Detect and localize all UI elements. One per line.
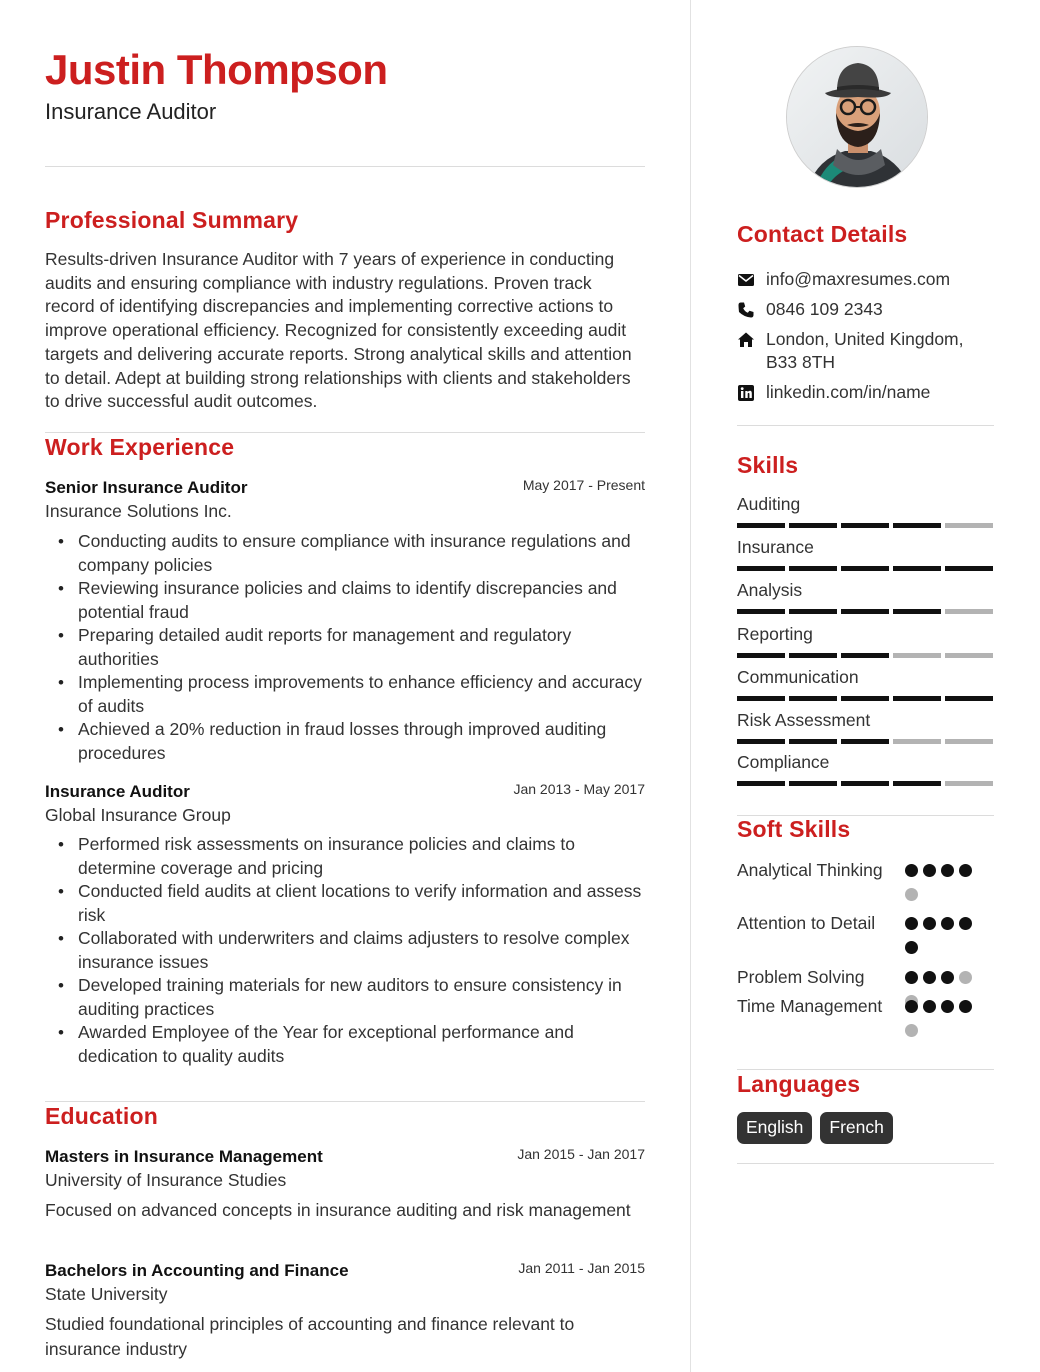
- degree-title: Masters in Insurance Management: [45, 1147, 323, 1166]
- skill-label: Auditing: [737, 494, 801, 514]
- skill-level-segment: [841, 609, 889, 614]
- soft-skill-rating: [905, 1000, 985, 1048]
- job-bullets: [78, 833, 648, 1068]
- school-name: State University: [45, 1284, 168, 1304]
- experience-divider: [45, 1101, 645, 1102]
- skill-level-bar: [737, 781, 993, 786]
- skill-level-segment: [841, 739, 889, 744]
- column-divider: [690, 0, 691, 1372]
- list-item: • Performed risk assessments on insurance policies and claims to determine coverage and pricing: [78, 833, 648, 880]
- skill-level-segment: [737, 739, 785, 744]
- skill-level-segment: [945, 523, 993, 528]
- skill-level-segment: [893, 566, 941, 571]
- phone-text[interactable]: 0846 109 2343: [766, 299, 883, 319]
- degree-description: Focused on advanced concepts in insurance auditing and risk management: [45, 1200, 631, 1220]
- education-heading: Education: [45, 1103, 158, 1129]
- soft-skill-rating: [905, 864, 985, 912]
- list-item: • Awarded Employee of the Year for exceptional performance and dedication to quality audits: [78, 1021, 648, 1068]
- degree-title: Bachelors in Accounting and Finance: [45, 1261, 349, 1280]
- skill-level-segment: [945, 739, 993, 744]
- skill-level-segment: [789, 781, 837, 786]
- summary-divider: [45, 432, 645, 433]
- candidate-name: Justin Thompson: [45, 46, 388, 93]
- skill-level-segment: [893, 781, 941, 786]
- skill-level-segment: [737, 609, 785, 614]
- skills-heading: Skills: [737, 452, 799, 478]
- skill-label: Reporting: [737, 624, 813, 644]
- skill-level-segment: [737, 781, 785, 786]
- skill-level-segment: [945, 566, 993, 571]
- skill-level-bar: [737, 523, 993, 528]
- languages-divider: [737, 1163, 994, 1164]
- address-text: London, United Kingdom, B33 8TH: [766, 329, 964, 372]
- rating-dot: [959, 917, 972, 930]
- home-icon: [737, 331, 755, 349]
- list-item: • Achieved a 20% reduction in fraud losses through improved auditing procedures: [78, 718, 648, 765]
- list-item: • Developed training materials for new auditors to ensure consistency in auditing practices: [78, 974, 648, 1021]
- experience-heading: Work Experience: [45, 434, 235, 460]
- skill-label: Risk Assessment: [737, 710, 871, 730]
- rating-dot: [941, 1000, 954, 1013]
- school-name: University of Insurance Studies: [45, 1170, 287, 1190]
- job-title: Senior Insurance Auditor: [45, 478, 248, 497]
- job-company: Insurance Solutions Inc.: [45, 501, 232, 521]
- list-item: • Preparing detailed audit reports for management and regulatory authorities: [78, 624, 648, 671]
- rating-dot: [959, 864, 972, 877]
- rating-dot: [905, 1024, 918, 1037]
- skill-level-segment: [841, 523, 889, 528]
- list-item: • Implementing process improvements to enhance efficiency and accuracy of audits: [78, 671, 648, 718]
- skill-level-segment: [789, 566, 837, 571]
- summary-text: Results-driven Insurance Auditor with 7 years of experience in conducting audits and ensuring compliance with industry regulations. Proven track record of identifying discrepancies and implementing corrective actions to improve operational efficiency. Recognized for consistently exceeding audit targets and delivering accurate reports. Strong analytical skills and attention to detail. Adept at building strong relationships with clients and stakeholders to drive successful audit outcomes.: [45, 249, 632, 412]
- list-item: • Conducted field audits at client locations to verify information and assess risk: [78, 880, 648, 927]
- skill-level-segment: [789, 653, 837, 658]
- skill-level-segment: [841, 566, 889, 571]
- skill-level-segment: [789, 609, 837, 614]
- soft-skill-label: Problem Solving: [737, 967, 865, 987]
- linkedin-icon: [737, 384, 755, 402]
- skill-level-bar: [737, 566, 993, 571]
- degree-description: Studied foundational principles of accounting and finance relevant to insurance industry: [45, 1314, 575, 1359]
- skill-level-segment: [789, 523, 837, 528]
- degree-date: Jan 2015 - Jan 2017: [517, 1146, 645, 1162]
- skill-level-segment: [893, 653, 941, 658]
- rating-dot: [905, 941, 918, 954]
- list-item: • Conducting audits to ensure compliance with insurance regulations and company policies: [78, 530, 648, 577]
- skill-level-segment: [737, 653, 785, 658]
- skill-level-segment: [893, 696, 941, 701]
- candidate-title: Insurance Auditor: [45, 99, 217, 124]
- skill-level-bar: [737, 609, 993, 614]
- list-item: • Collaborated with underwriters and claims adjusters to resolve complex insurance issues: [78, 927, 648, 974]
- soft-skill-label: Analytical Thinking: [737, 860, 883, 880]
- degree-date: Jan 2011 - Jan 2015: [518, 1260, 645, 1276]
- rating-dot: [923, 1000, 936, 1013]
- avatar: [786, 46, 928, 188]
- skill-level-segment: [893, 523, 941, 528]
- summary-heading: Professional Summary: [45, 207, 299, 233]
- skill-level-segment: [841, 653, 889, 658]
- linkedin-text[interactable]: linkedin.com/in/name: [766, 382, 931, 402]
- skill-level-segment: [789, 696, 837, 701]
- rating-dot: [959, 1000, 972, 1013]
- languages-heading: Languages: [737, 1071, 861, 1097]
- soft-skill-rating: [905, 917, 985, 965]
- rating-dot: [941, 971, 954, 984]
- skill-level-segment: [945, 696, 993, 701]
- phone-icon: [737, 301, 755, 319]
- skill-level-bar: [737, 653, 993, 658]
- soft-skill-label: Attention to Detail: [737, 913, 876, 933]
- skill-level-segment: [841, 696, 889, 701]
- rating-dot: [905, 917, 918, 930]
- email-text[interactable]: info@maxresumes.com: [766, 269, 951, 289]
- skill-level-segment: [737, 523, 785, 528]
- job-date: Jan 2013 - May 2017: [513, 781, 645, 797]
- skill-level-segment: [893, 609, 941, 614]
- skill-label: Communication: [737, 667, 859, 687]
- skill-level-segment: [945, 609, 993, 614]
- skill-level-segment: [945, 781, 993, 786]
- skill-level-bar: [737, 739, 993, 744]
- skill-level-segment: [789, 739, 837, 744]
- language-badge: French: [820, 1112, 892, 1144]
- skill-label: Compliance: [737, 752, 830, 772]
- rating-dot: [905, 971, 918, 984]
- skill-label: Analysis: [737, 580, 803, 600]
- rating-dot: [959, 971, 972, 984]
- soft-skills-divider: [737, 1069, 994, 1070]
- rating-dot: [905, 864, 918, 877]
- job-title: Insurance Auditor: [45, 782, 190, 801]
- rating-dot: [923, 864, 936, 877]
- envelope-icon: [737, 271, 755, 289]
- skill-level-bar: [737, 696, 993, 701]
- language-badge: English: [737, 1112, 812, 1144]
- languages-list: [737, 1112, 893, 1144]
- skill-level-segment: [841, 781, 889, 786]
- person-photo-icon: [787, 47, 928, 188]
- skill-level-segment: [945, 653, 993, 658]
- job-bullets: [78, 530, 648, 765]
- rating-dot: [941, 917, 954, 930]
- skill-level-segment: [737, 696, 785, 701]
- skill-level-segment: [737, 566, 785, 571]
- rating-dot: [923, 917, 936, 930]
- rating-dot: [905, 1000, 918, 1013]
- soft-skill-label: Time Management: [737, 996, 883, 1016]
- header-divider: [45, 166, 645, 167]
- skill-label: Insurance: [737, 537, 814, 557]
- soft-skills-heading: Soft Skills: [737, 816, 851, 842]
- rating-dot: [923, 971, 936, 984]
- skill-level-segment: [893, 739, 941, 744]
- job-date: May 2017 - Present: [522, 477, 645, 493]
- rating-dot: [941, 864, 954, 877]
- contact-divider: [737, 425, 994, 426]
- rating-dot: [905, 888, 918, 901]
- job-company: Global Insurance Group: [45, 805, 231, 825]
- list-item: • Reviewing insurance policies and claims to identify discrepancies and potential fraud: [78, 577, 648, 624]
- contact-heading: Contact Details: [737, 221, 908, 247]
